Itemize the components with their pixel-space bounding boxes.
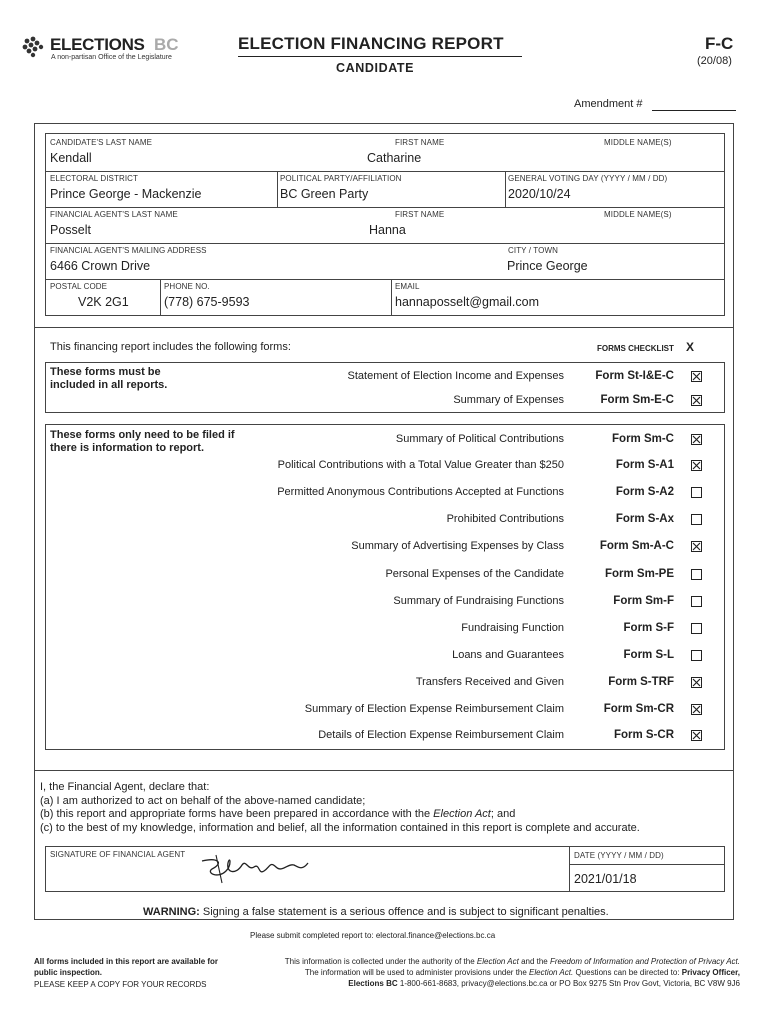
agent-email[interactable]: hannaposselt@gmail.com (395, 295, 540, 309)
candidate-last-name[interactable]: Kendall (50, 151, 92, 165)
agent-phone[interactable]: (778) 675-9593 (164, 295, 250, 309)
checkbox-form-sm-f[interactable] (691, 596, 702, 607)
form-code-form-sm-f: Form Sm-F (613, 594, 674, 607)
checkmark-x-icon (692, 461, 701, 470)
form-description-form-sm-f: Summary of Fundraising Functions (393, 595, 564, 607)
form-code-form-sm-e-c: Form Sm-E-C (600, 393, 674, 406)
checkbox-form-s-cr[interactable] (691, 730, 702, 741)
agent-postal-label: POSTAL CODE (50, 282, 108, 291)
declaration-line-1: (a) I am authorized to act on behalf of the above-named candidate; (40, 794, 366, 807)
forms-intro: This financing report includes the following forms: (50, 341, 291, 353)
checkbox-form-s-trf[interactable] (691, 677, 702, 688)
form-code-form-st-i-e-c: Form St-I&E-C (595, 369, 674, 382)
amendment-label: Amendment # (574, 98, 643, 110)
form-code-form-sm-a-c: Form Sm-A-C (599, 539, 674, 552)
voting-day[interactable]: 2020/10/24 (508, 187, 571, 201)
agent-signature (198, 849, 318, 885)
form-description-form-sm-pe: Personal Expenses of the Candidate (385, 568, 564, 580)
privacy-notice: This information is collected under the authority of the Election Act and the Freedom of Information and Protection of Privacy Act. The information will be used to administer provisions under the Election Act. Questions can be directed to: Privacy Officer, Elections BC 1-800-661-8683, privacy@elections.bc.ca or PO Box 9275 Stn Prov Govt, Victoria, BC V8W 9J6 (284, 957, 740, 989)
agent-address[interactable]: 6466 Crown Drive (50, 259, 151, 273)
checkbox-form-s-a2[interactable] (691, 487, 702, 498)
optional-forms-note: These forms only need to be filed if there is information to report. (50, 429, 235, 454)
party-label: POLITICAL PARTY/AFFILIATION (280, 174, 402, 183)
forms-checklist-mark: X (686, 340, 695, 354)
logo-text-bc: BC (154, 35, 179, 54)
signature-label: SIGNATURE OF FINANCIAL AGENT (50, 850, 186, 859)
form-code-form-s-trf: Form S-TRF (608, 675, 674, 688)
district-label: ELECTORAL DISTRICT (50, 174, 139, 183)
checkmark-x-icon (692, 542, 701, 551)
optional-forms-box (45, 424, 725, 750)
checkmark-x-icon (692, 731, 701, 740)
district[interactable]: Prince George - Mackenzie (50, 187, 202, 201)
form-description-form-sm-a-c: Summary of Advertising Expenses by Class (351, 540, 564, 552)
form-description-form-s-ax: Prohibited Contributions (446, 513, 564, 525)
form-code-form-s-ax: Form S-Ax (615, 512, 674, 525)
form-description-form-s-l: Loans and Guarantees (452, 649, 564, 661)
checkbox-form-s-f[interactable] (691, 623, 702, 634)
agent-middle-name-label: MIDDLE NAME(S) (604, 210, 672, 219)
form-description-form-s-a1: Political Contributions with a Total Value Greater than $250 (277, 459, 564, 471)
voting-day-label: GENERAL VOTING DAY (YYYY / MM / DD) (508, 174, 668, 183)
form-description-form-sm-c: Summary of Political Contributions (395, 433, 564, 445)
agent-last-name-label: FINANCIAL AGENT'S LAST NAME (50, 210, 178, 219)
form-code-form-sm-c: Form Sm-C (612, 432, 674, 445)
checkmark-x-icon (692, 435, 701, 444)
agent-city[interactable]: Prince George (507, 259, 588, 273)
required-forms-note: These forms must be included in all reports. (50, 366, 168, 391)
checkmark-x-icon (692, 678, 701, 687)
checkbox-form-sm-pe[interactable] (691, 569, 702, 580)
form-description-form-sm-cr: Summary of Election Expense Reimbursement Claim (304, 703, 564, 715)
form-description-form-s-trf: Transfers Received and Given (415, 676, 564, 688)
warning: WARNING: Signing a false statement is a serious offence and is subject to significant penalties. (143, 906, 609, 918)
form-description-form-s-cr: Details of Election Expense Reimbursement Claim (318, 729, 564, 741)
agent-last-name[interactable]: Posselt (50, 223, 91, 237)
checkbox-form-sm-e-c[interactable] (691, 395, 702, 406)
candidate-first-name-label: FIRST NAME (395, 138, 445, 147)
checkbox-form-s-l[interactable] (691, 650, 702, 661)
form-description-form-sm-e-c: Summary of Expenses (453, 394, 564, 406)
elections-bc-logo (22, 35, 192, 65)
signature-date[interactable]: 2021/01/18 (574, 872, 637, 886)
form-description-form-s-f: Fundraising Function (461, 622, 564, 634)
date-label: DATE (YYYY / MM / DD) (574, 851, 664, 860)
agent-postal[interactable]: V2K 2G1 (78, 295, 129, 309)
form-description-form-s-a2: Permitted Anonymous Contributions Accepted at Functions (277, 486, 564, 498)
form-code-form-s-a1: Form S-A1 (615, 458, 674, 471)
logo-mark-icon (22, 36, 48, 58)
agent-phone-label: PHONE NO. (164, 282, 210, 291)
report-title: ELECTION FINANCING REPORT (238, 34, 504, 53)
checkbox-form-sm-a-c[interactable] (691, 541, 702, 552)
form-code-form-sm-pe: Form Sm-PE (604, 567, 674, 580)
candidate-first-name[interactable]: Catharine (367, 151, 422, 165)
public-inspection-note: All forms included in this report are available for public inspection. (34, 957, 219, 977)
checkbox-form-sm-c[interactable] (691, 434, 702, 445)
form-code-form-s-f: Form S-F (623, 621, 674, 634)
agent-address-label: FINANCIAL AGENT'S MAILING ADDRESS (50, 246, 207, 255)
checkbox-form-st-i-e-c[interactable] (691, 371, 702, 382)
candidate-last-name-label: CANDIDATE'S LAST NAME (50, 138, 153, 147)
checkmark-x-icon (692, 372, 701, 381)
declaration-line-2: (b) this report and appropriate forms have been prepared in accordance with the Election Act; and (40, 808, 516, 821)
amendment-field[interactable] (652, 110, 736, 111)
form-code: F-C (705, 34, 734, 53)
form-description-form-st-i-e-c: Statement of Election Income and Expenses (347, 370, 564, 382)
form-code-form-sm-cr: Form Sm-CR (603, 702, 674, 715)
declaration-line-3: (c) to the best of my knowledge, information and belief, all the information contained in this report is complete and accurate. (40, 822, 640, 835)
agent-email-label: EMAIL (395, 282, 420, 291)
declaration-line-0: I, the Financial Agent, declare that: (40, 781, 210, 793)
keep-copy-note: PLEASE KEEP A COPY FOR YOUR RECORDS (34, 980, 207, 989)
form-code-form-s-cr: Form S-CR (613, 728, 674, 741)
submit-note: Please submit completed report to: electoral.finance@elections.bc.ca (250, 931, 496, 940)
agent-city-label: CITY / TOWN (508, 246, 558, 255)
checkbox-form-s-a1[interactable] (691, 460, 702, 471)
logo-text: ELECTIONS (50, 35, 145, 54)
forms-checklist-label: FORMS CHECKLIST (597, 344, 674, 353)
form-version: (20/08) (697, 55, 732, 67)
checkbox-form-s-ax[interactable] (691, 514, 702, 525)
agent-first-name[interactable]: Hanna (369, 223, 406, 237)
party[interactable]: BC Green Party (280, 187, 369, 201)
form-code-form-s-a2: Form S-A2 (615, 485, 674, 498)
agent-first-name-label: FIRST NAME (395, 210, 445, 219)
checkmark-x-icon (692, 396, 701, 405)
report-subtitle: CANDIDATE (336, 61, 415, 75)
checkbox-form-sm-cr[interactable] (691, 704, 702, 715)
checkmark-x-icon (692, 705, 701, 714)
candidate-middle-name-label: MIDDLE NAME(S) (604, 138, 672, 147)
logo-tagline: A non-partisan Office of the Legislature (51, 54, 172, 61)
form-code-form-s-l: Form S-L (623, 648, 674, 661)
declaration (40, 781, 640, 836)
